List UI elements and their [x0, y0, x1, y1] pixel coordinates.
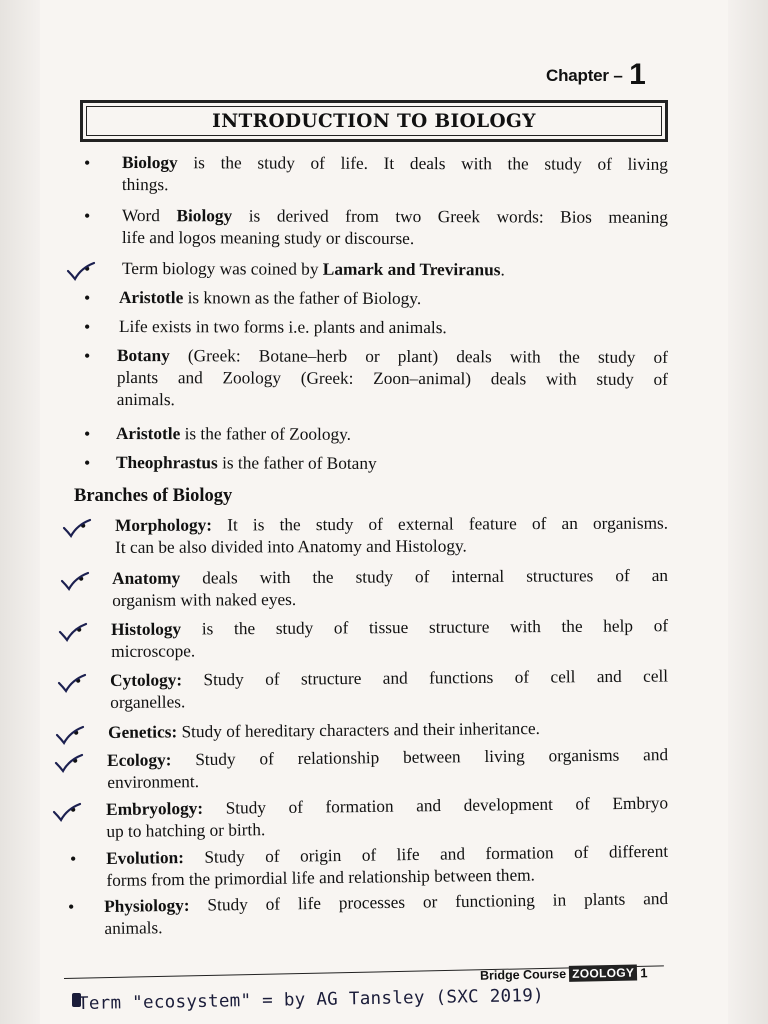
intro-term: Aristotle	[115, 424, 181, 444]
intro-bullet: •	[84, 317, 91, 337]
intro-text: .	[500, 260, 505, 280]
intro-bullet: •	[84, 288, 91, 308]
intro-term: Aristotle	[118, 288, 184, 308]
branch-term: Histology	[111, 619, 182, 639]
handwritten-note: Term "ecosystem" = by AG Tansley (SXC 2019)	[77, 985, 545, 1015]
intro-bullet: •	[84, 346, 91, 366]
intro-item	[122, 258, 668, 282]
check-mark-icon	[66, 260, 96, 282]
intro-text: (Greek: Botane–herb or plant) deals with the study of	[169, 346, 668, 367]
branch-text: organism with naked eyes.	[112, 589, 297, 610]
branch-bullet: •	[73, 723, 80, 743]
intro-bullet: •	[84, 424, 91, 444]
branch-item	[106, 841, 669, 892]
intro-term: Botany	[116, 346, 170, 366]
intro-bullet: •	[84, 259, 91, 279]
chapter-number: 1	[629, 58, 646, 91]
intro-text: animals.	[116, 389, 175, 410]
branch-text: microscope.	[111, 641, 196, 661]
intro-bullet: •	[84, 206, 91, 226]
chapter-label	[546, 58, 646, 92]
branch-term: Genetics:	[108, 722, 178, 742]
intro-term: Biology	[176, 206, 233, 226]
branch-text: environment.	[107, 772, 200, 792]
check-mark-icon	[57, 672, 87, 694]
check-mark-icon	[58, 621, 88, 643]
branch-text: Study of relationship between living organisms and	[171, 745, 669, 770]
intro-text: life and logos meaning study or discourse.	[121, 227, 415, 249]
intro-item	[119, 287, 668, 311]
intro-item	[116, 423, 668, 447]
branch-text: animals.	[104, 918, 163, 938]
branch-text: up to hatching or birth.	[106, 820, 266, 841]
intro-text: is known as the father of Biology.	[183, 288, 422, 309]
branch-text: Study of structure and functions of cell and cell	[182, 666, 669, 690]
intro-text: is the father of Zoology.	[180, 424, 351, 444]
branch-item	[108, 717, 668, 744]
intro-term: Theophrastus	[115, 453, 218, 473]
branch-term: Evolution:	[106, 847, 185, 868]
intro-bullet: •	[84, 453, 91, 473]
intro-item	[122, 152, 668, 198]
branch-item	[111, 615, 668, 663]
intro-text: is the father of Botany	[217, 453, 377, 473]
check-mark-icon	[62, 517, 92, 539]
branch-bullet: •	[80, 516, 87, 536]
intro-text: Life exists in two forms i.e. plants and animals.	[118, 317, 447, 338]
intro-term: Biology	[121, 153, 178, 173]
chapter-text: Chapter –	[546, 66, 623, 85]
branch-bullet: •	[75, 671, 82, 691]
branch-bullet: •	[72, 751, 79, 771]
branch-item	[110, 666, 668, 714]
intro-item	[122, 205, 668, 251]
footer-subject-badge: ZOOLOGY	[569, 964, 637, 981]
branch-text: organelles.	[110, 692, 186, 712]
intro-bullet: •	[84, 153, 91, 173]
branch-text: is the study of tissue structure with the help of	[181, 616, 669, 639]
branch-bullet: •	[70, 800, 77, 820]
footer-page-number: 1	[640, 964, 648, 980]
branch-item	[115, 513, 668, 559]
check-mark-icon	[52, 801, 82, 823]
branch-item	[104, 888, 669, 940]
intro-text: plants and Zoology (Greek: Zoon–animal) deals with study of	[116, 367, 668, 389]
check-mark-icon	[55, 724, 85, 746]
branch-item	[112, 565, 668, 612]
branch-bullet: •	[78, 569, 85, 589]
intro-term: Lamark and Treviranus	[322, 259, 501, 280]
intro-item	[116, 452, 668, 476]
chapter-title: INTRODUCTION TO BIOLOGY	[212, 110, 536, 132]
branch-item	[106, 792, 668, 843]
branch-text: Study of hereditary characters and their inheritance.	[177, 719, 541, 742]
branch-bullet: •	[68, 897, 75, 917]
branch-text: Study of life processes or functioning in plants and	[189, 889, 669, 915]
branch-text: It can be also divided into Anatomy and Histology.	[115, 536, 467, 557]
footer-course: Bridge Course	[479, 966, 567, 983]
intro-text: things.	[121, 174, 169, 195]
branch-term: Embryology:	[106, 798, 204, 819]
branch-text: deals with the study of internal structures of an	[180, 565, 669, 588]
branch-term: Cytology:	[110, 670, 183, 690]
branch-text: Study of formation and development of Embryo	[202, 793, 669, 818]
branch-item	[107, 744, 668, 794]
intro-text: is derived from two Greek words: Bios meaning	[232, 206, 668, 227]
branch-term: Morphology:	[115, 515, 213, 535]
chapter-title-box	[80, 100, 668, 142]
intro-item	[119, 316, 668, 340]
intro-text: is the study of life. It deals with the study of living	[177, 153, 668, 174]
intro-item	[117, 345, 668, 413]
check-mark-icon	[54, 752, 84, 774]
branch-term: Ecology:	[107, 750, 172, 770]
branch-bullet: •	[76, 620, 83, 640]
intro-text: Term biology was coined by	[121, 259, 323, 279]
branch-text: It is the study of external feature of an organisms.	[211, 513, 669, 535]
check-mark-icon	[60, 570, 90, 592]
footer	[480, 964, 648, 984]
branch-bullet: •	[70, 849, 77, 869]
branch-term: Physiology:	[104, 895, 190, 916]
branches-heading: Branches of Biology	[74, 486, 233, 506]
branch-text: Study of origin of life and formation of different	[183, 841, 669, 867]
branch-text: forms from the primordial life and relationship between them.	[106, 865, 536, 890]
intro-text: Word	[121, 206, 177, 226]
branch-term: Anatomy	[112, 568, 181, 588]
